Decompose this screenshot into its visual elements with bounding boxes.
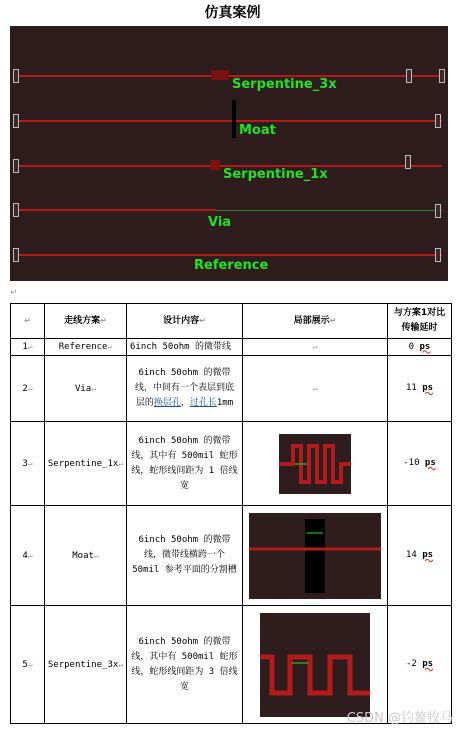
table-row [11, 422, 452, 506]
row-scheme: Serpentine_1x↵ [45, 422, 127, 506]
pcb-overview-image [10, 26, 448, 281]
trace-via-top [16, 209, 216, 211]
link-via-hole: 换层孔 [153, 398, 181, 408]
header-num: ↵ [11, 304, 45, 339]
trace-left-pad [13, 69, 19, 83]
trace-reference [16, 254, 442, 256]
header-design: 设计内容↵ [127, 304, 243, 339]
row-number: 2↵ [11, 356, 45, 422]
label-serpentine-1x: Serpentine_1x [223, 167, 328, 182]
table-row [11, 356, 452, 422]
trace-right-pad [435, 248, 441, 262]
serpentine-1x-section [210, 160, 220, 170]
table-row [11, 339, 452, 356]
trace-right-pad [439, 69, 445, 83]
row-delay: 11 ps [388, 356, 452, 422]
row-scheme: Via↵ [45, 356, 127, 422]
trace-via-bottom [216, 210, 442, 211]
simulation-table [10, 303, 452, 724]
label-serpentine-3x: Serpentine_3x [232, 77, 337, 92]
trace-serpentine-3x [16, 75, 442, 77]
moat-preview-image [249, 513, 381, 599]
row-preview: ↵ [243, 356, 388, 422]
row-delay: 0 ps [388, 339, 452, 356]
trace-left-pad [13, 114, 19, 128]
link-via-length: 过孔长 [189, 398, 217, 408]
moat-slot [232, 100, 236, 138]
row-scheme: Serpentine_3x↵ [45, 606, 127, 724]
trace-left-pad [13, 159, 19, 173]
label-moat: Moat [239, 123, 276, 138]
table-header-row [11, 304, 452, 339]
row-design: 6inch 50ohm 的微带线，其中有 500mil 蛇形线，蛇形线间距为 3 倍线宽 [127, 606, 243, 724]
row-design: 6inch 50ohm 的微带线，中间有一个表层到底层的换层孔，过孔长1mm [127, 356, 243, 422]
trace-left-pad [13, 203, 19, 217]
page-title: 仿真案例 [204, 5, 261, 21]
row-delay: -2 ps [388, 606, 452, 724]
row-preview [243, 506, 388, 606]
trace-left-pad [13, 248, 19, 262]
row-number: 5↵ [11, 606, 45, 724]
serpentine-1x-preview-image [279, 434, 351, 494]
row-design: 6inch 50ohm 的微带线 [127, 339, 243, 356]
row-scheme: Reference↵ [45, 339, 127, 356]
row-number: 4↵ [11, 506, 45, 606]
row-number: 1↵ [11, 339, 45, 356]
row-preview [243, 422, 388, 506]
header-preview: 局部展示↵ [243, 304, 388, 339]
row-design: 6inch 50ohm 的微带线，微带线横跨一个 50mil 参考平面的分割槽 [127, 506, 243, 606]
serpentine-3x-section [211, 70, 229, 80]
trace-right-pad [405, 155, 411, 169]
table-row [11, 606, 452, 724]
row-delay: -10 ps [388, 422, 452, 506]
table-row [11, 506, 452, 606]
trace-right-pad [435, 114, 441, 128]
label-via: Via [208, 215, 232, 230]
paragraph-mark: ↵ [10, 288, 18, 298]
row-preview [243, 606, 388, 724]
trace-right-pad [435, 204, 441, 218]
row-design: 6inch 50ohm 的微带线，其中有 500mil 蛇形线，蛇形线间距为 1 倍线宽 [127, 422, 243, 506]
label-reference: Reference [194, 258, 269, 273]
row-scheme: Moat↵ [45, 506, 127, 606]
csdn-watermark: CSDN @钓鳌牧马 [346, 711, 453, 726]
header-scheme: 走线方案↵ [45, 304, 127, 339]
header-delay: 与方案1对比传输延时 [388, 304, 452, 339]
row-preview: ↵ [243, 339, 388, 356]
serpentine-3x-preview-image [260, 613, 370, 717]
row-number: 3↵ [11, 422, 45, 506]
trace-pad [406, 69, 412, 83]
trace-moat [16, 120, 442, 122]
row-delay: 14 ps [388, 506, 452, 606]
